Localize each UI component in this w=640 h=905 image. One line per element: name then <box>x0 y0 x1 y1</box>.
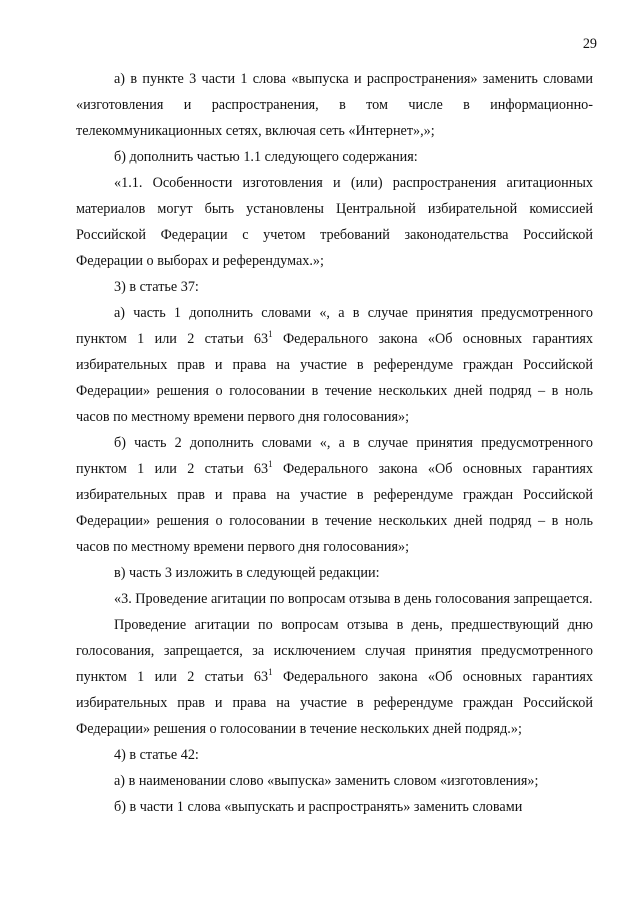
superscript: 1 <box>268 667 273 677</box>
paragraph: а) в пункте 3 части 1 слова «выпуска и распространения» заменить словами «изготовления и распространения, в том числе в информационно-телекоммуникационных сетях, включая сеть «Интернет»,»; <box>76 71 593 139</box>
paragraph <box>76 300 593 430</box>
paragraph-text: б) часть 2 дополнить словами «, а в случае принятия предусмотренного пунктом 1 или 2 статьи 63 <box>76 435 593 477</box>
paragraph-text: Федерального закона «Об основных гарантиях избирательных прав и права на участие в референдуме граждан Российской Федерации» решения о голосовании в течение нескольких дней подряд – в ноль часов по местному времени первого дня голосования»; <box>76 331 593 425</box>
document-body <box>76 66 593 820</box>
superscript: 1 <box>268 459 273 469</box>
paragraph: б) в части 1 слова «выпускать и распространять» заменить словами <box>114 799 523 815</box>
paragraph: «3. Проведение агитации по вопросам отзыва в день голосования запрещается. <box>114 591 593 607</box>
page-number: 29 <box>582 36 597 52</box>
paragraph <box>76 430 593 560</box>
paragraph: а) в наименовании слово «выпуска» заменить словом «изготовления»; <box>114 773 539 789</box>
paragraph-text: а) часть 1 дополнить словами «, а в случае принятия предусмотренного пунктом 1 или 2 статьи 63 <box>76 305 593 347</box>
paragraph-text: Проведение агитации по вопросам отзыва в день, предшествующий дню голосования, запрещается, за исключением случая принятия предусмотренного пунктом 1 или 2 статьи 63 <box>76 617 593 685</box>
paragraph-text: Федерального закона «Об основных гарантиях избирательных прав и права на участие в референдуме граждан Российской Федерации» решения о голосовании в течение нескольких дней подряд.»; <box>76 669 593 737</box>
paragraph <box>76 612 593 742</box>
paragraph-text: Федерального закона «Об основных гарантиях избирательных прав и права на участие в референдуме граждан Российской Федерации» решения о голосовании в течение нескольких дней подряд – в ноль часов по местному времени первого дня голосования»; <box>76 461 593 555</box>
paragraph: 3) в статье 37: <box>114 279 199 295</box>
paragraph: в) часть 3 изложить в следующей редакции: <box>114 565 380 581</box>
paragraph: 4) в статье 42: <box>114 747 199 763</box>
paragraph: б) дополнить частью 1.1 следующего содержания: <box>114 149 418 165</box>
superscript: 1 <box>268 329 273 339</box>
paragraph: «1.1. Особенности изготовления и (или) распространения агитационных материалов могут быть установлены Центральной избирательной комиссией Российской Федерации с учетом требований законодательства Российской Федерации о выборах и референдумах.»; <box>76 175 593 269</box>
